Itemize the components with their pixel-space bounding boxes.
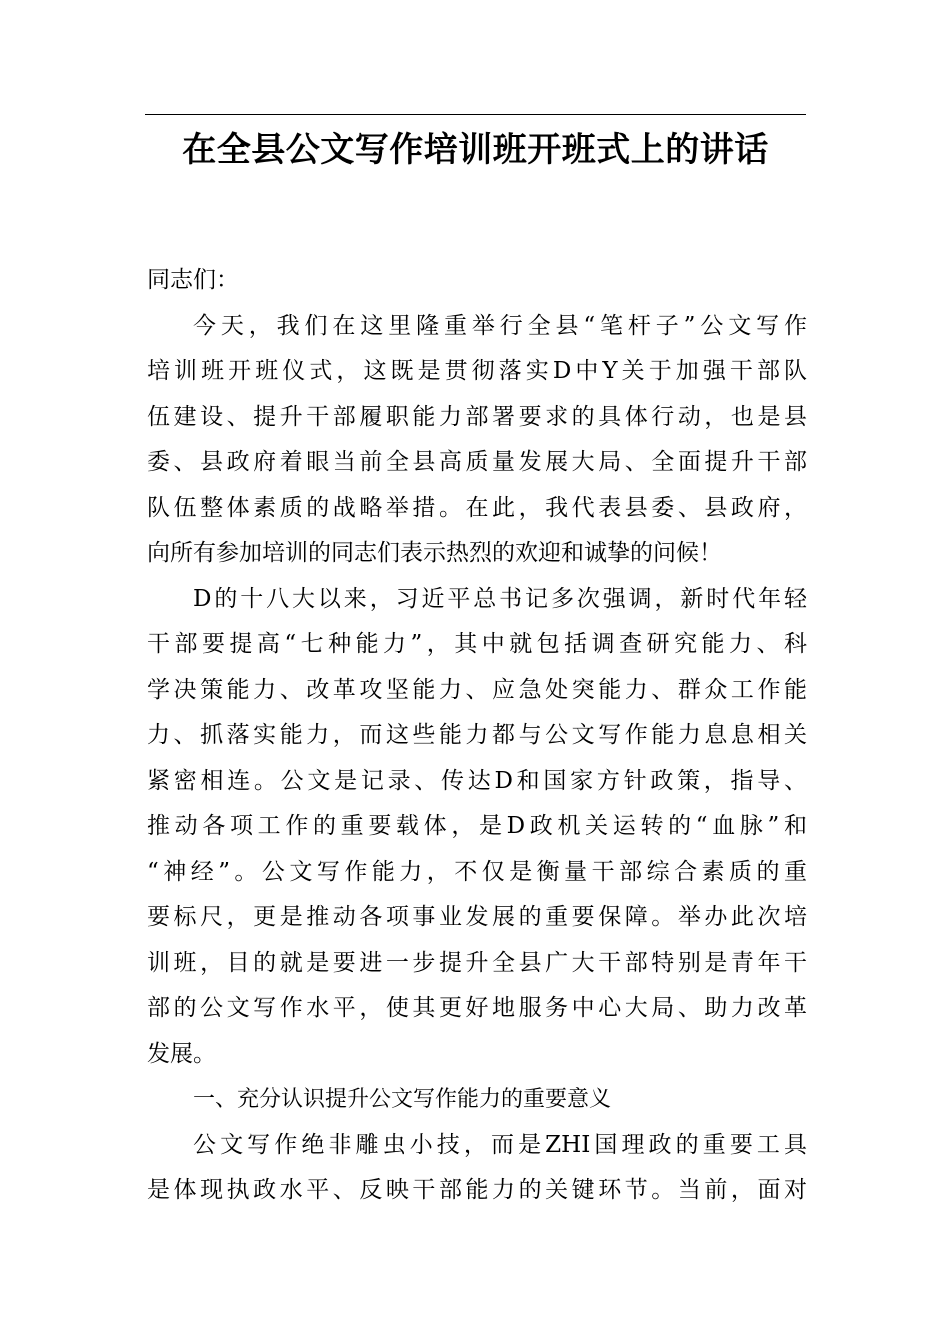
paragraph-line: “神经”。公文写作能力，不仅是衡量干部综合素质的重 (147, 858, 807, 885)
paragraph-line: 紧密相连。公文是记录、传达D和国家方针政策，指导、 (147, 767, 807, 794)
section-heading: 一、充分认识提升公文写作能力的重要意义 (193, 1087, 612, 1112)
paragraph-line: 培训班开班仪式，这既是贯彻落实D中Y关于加强干部队 (147, 358, 807, 384)
paragraph-line: 今天，我们在这里隆重举行全县“笔杆子”公文写作 (193, 312, 807, 339)
paragraph-line: 向所有参加培训的同志们表示热烈的欢迎和诚挚的问候！ (147, 540, 722, 566)
paragraph-line: D的十八大以来，习近平总书记多次强调，新时代年轻 (193, 585, 807, 612)
paragraph-line: 队伍整体素质的战略举措。在此，我代表县委、县政府， (147, 494, 807, 521)
paragraph-line: 力、抓落实能力，而这些能力都与公文写作能力息息相关 (147, 722, 807, 748)
salutation: 同志们： (147, 267, 239, 293)
paragraph-line: 学决策能力、改革攻坚能力、应急处突能力、群众工作能 (147, 676, 807, 703)
paragraph-line: 委、县政府着眼当前全县高质量发展大局、全面提升干部 (147, 449, 807, 475)
document-body (147, 258, 807, 1214)
paragraph-line: 部的公文写作水平，使其更好地服务中心大局、助力改革 (147, 995, 807, 1021)
paragraph-line: 是体现执政水平、反映干部能力的关键环节。当前，面对 (147, 1177, 807, 1203)
paragraph-line: 训班，目的就是要进一步提升全县广大干部特别是青年干 (147, 949, 807, 976)
paragraph-line: 发展。 (147, 1040, 216, 1067)
paragraph-line: 推动各项工作的重要载体，是D政机关运转的“血脉”和 (147, 813, 807, 839)
paragraph-line: 干部要提高“七种能力”，其中就包括调查研究能力、科 (147, 631, 807, 657)
paragraph-line: 要标尺，更是推动各项事业发展的重要保障。举办此次培 (147, 904, 807, 930)
paragraph-line: 公文写作绝非雕虫小技，而是ZHI国理政的重要工具 (193, 1131, 807, 1158)
document-title: 在全县公文写作培训班开班式上的讲话 (182, 130, 769, 170)
paragraph-line: 伍建设、提升干部履职能力部署要求的具体行动，也是县 (147, 403, 807, 430)
header-rule (145, 114, 806, 115)
